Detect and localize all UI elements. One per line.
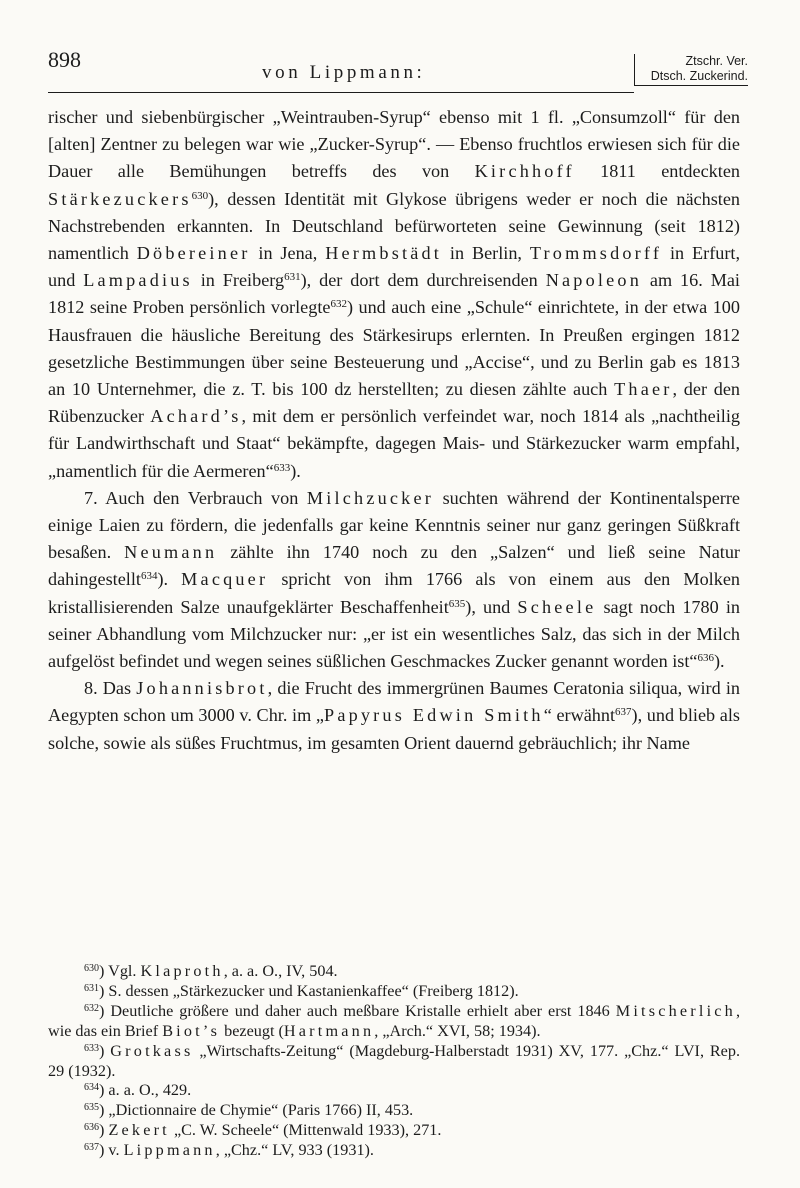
footnote-ref: 630 — [191, 189, 209, 202]
text-run: , der den Rübenzucker — [48, 379, 741, 427]
text-run: ), dessen Identität mit Glykose übrigens weder er noch die nächsten Nachstrebenden erkannten. In Deutschland befürworteten seine Gewinnung (seit 1812) namentlich — [48, 188, 740, 264]
text-run: ). — [290, 460, 301, 481]
footnote-text: ) v. — [99, 1141, 124, 1160]
footnote-ref: 631 — [284, 271, 301, 284]
person-name: Neumann — [124, 542, 218, 563]
footnote — [48, 1121, 740, 1141]
term: Johannisbrot — [136, 678, 268, 699]
footnote-number: 630 — [84, 963, 99, 974]
footnotes — [48, 962, 740, 1161]
footnote-text: ) — [99, 1121, 109, 1140]
footnote-text: , wie das ein Brief — [48, 1001, 740, 1040]
footnote-number: 631 — [84, 982, 99, 994]
footnote — [48, 1042, 740, 1082]
footnote-text: ) Vgl. — [99, 962, 141, 980]
footnote-ref: 632 — [330, 298, 347, 311]
footnote — [48, 962, 740, 982]
author-name: Klaproth — [140, 962, 224, 980]
text-run: in Berlin, — [442, 243, 530, 264]
author-name: Biot’s — [162, 1021, 221, 1040]
footnote-ref: 634 — [140, 570, 158, 583]
footnote-number: 636 — [84, 1122, 99, 1134]
text-run: ), und — [465, 596, 518, 617]
footnote-text: ) Deutliche größere und daher auch meßbare Kristalle erhielt aber erst 1846 — [99, 1001, 616, 1020]
footnote — [48, 1081, 740, 1101]
footnote-text: „C. W. Scheele“ (Mittenwald 1933), 271. — [169, 1121, 442, 1140]
footnote-text: bezeugt ( — [220, 1021, 284, 1040]
text-run: 8. Das — [84, 678, 137, 699]
person-name: Kirchhoff — [474, 161, 575, 182]
footnote — [48, 982, 740, 1002]
text-run: ), und blieb als solche, sowie als süßes Fruchtmus, im gesamten Orient dauernd gebräuchlich; ihr Name — [48, 705, 740, 753]
text-run: ), der dort dem durchreisenden — [300, 270, 546, 291]
footnote-text: ) a. a. O., 429. — [99, 1081, 192, 1100]
footnote-number: 632 — [84, 1002, 99, 1014]
footnote-text: ) — [99, 1041, 111, 1060]
header-rule — [48, 92, 634, 93]
footnote-ref: 637 — [615, 706, 632, 719]
text-run: suchten während der Kontinentalsperre einige Laien zu fördern, die jedenfalls gar keine Kenntnis seiner nur ganz geringen Süßkraft besaßen. — [48, 487, 740, 563]
text-run: sagt noch 1780 in seiner Abhandlung vom Milchzucker nur: „er ist ein wesentliches Salz, das sich in der Milch aufgelöst befindet und wegen seines süßlichen Geschmackes Zucker genannt worden ist“ — [48, 596, 740, 672]
person-name: Achard’s — [150, 406, 242, 427]
text-run: ) und auch eine „Schule“ einrichtete, in der etwa 100 Hausfrauen die häusliche Bereitung des Stärkesirups erlernten. In Preußen ergingen 1812 gesetzliche Bestimmungen über seine Besteuerung und „Accise“, und zu Berlin gab es 1813 an 10 Unternehmer, die z. T. bis 100 dz herstellten; zu diesen zählte auch — [48, 297, 740, 400]
person-name: Lampadius — [83, 270, 193, 291]
text-run: in Freiberg — [192, 270, 285, 291]
footnote — [48, 1101, 740, 1121]
footnote — [48, 1141, 740, 1161]
person-name: Trommsdorff — [529, 243, 663, 264]
journal-line-2: Dtsch. Zuckerind. — [650, 69, 748, 83]
footnote-number: 634 — [84, 1082, 99, 1094]
person-name: Hermbstädt — [325, 243, 443, 264]
paragraph — [48, 675, 740, 757]
term: Stärkezuckers — [48, 188, 192, 209]
text-run: spricht von ihm 1766 als von einem aus den Molken kristallisierenden Salze unaufgeklärter Beschaffenheit — [48, 569, 740, 617]
footnote-ref: 635 — [448, 597, 466, 610]
text-run: “ erwähnt — [543, 705, 616, 726]
footnote-ref: 636 — [697, 652, 714, 665]
author-name: Hartmann — [283, 1021, 375, 1040]
document-name: Papyrus Edwin Smith — [324, 705, 544, 726]
footnote — [48, 1002, 740, 1042]
running-title: von Lippmann: — [262, 62, 426, 83]
text-run: in Jena, — [250, 243, 326, 264]
journal-reference — [634, 54, 748, 86]
footnote-text: , a. a. O., IV, 504. — [223, 962, 338, 980]
text-run: in Erfurt, und — [48, 243, 741, 291]
author-name: Lippmann — [123, 1141, 216, 1160]
term: Milchzucker — [306, 487, 434, 508]
author-name: Grotkass — [110, 1041, 194, 1060]
body-text — [48, 104, 740, 757]
footnote-text: ) „Dictionnaire de Chymie“ (Paris 1766) II, 453. — [99, 1101, 414, 1120]
text-run: am 16. Mai 1812 seine Proben persönlich vorlegte — [48, 270, 740, 318]
author-name: Mitscherlich — [615, 1001, 736, 1020]
text-run: ). — [157, 569, 182, 590]
paragraph — [48, 485, 740, 675]
footnote-text: , „Arch.“ XVI, 58; 1934). — [374, 1021, 541, 1040]
text-run: , mit dem er persönlich verfeindet war, noch 1814 als „nachtheilig für Landwirthschaft und Staat“ bekämpfte, dagegen Mais- und Stärkezucker warm empfahl, „namentlich für die Aermeren“ — [48, 406, 740, 481]
text-run: rischer und siebenbürgischer „Weintrauben-Syrup“ ebenso mit 1 fl. „Consumzoll“ für den [alten] Zentner zu belegen war wie „Zucker-Syrup“. — Ebenso fruchtlos erwiesen sich für die Dauer alle Bemühungen betreffs des von — [48, 107, 740, 182]
text-run: ). — [713, 651, 725, 672]
footnote-number: 633 — [84, 1042, 99, 1054]
footnote-number: 635 — [84, 1102, 99, 1114]
person-name: Döbereiner — [136, 243, 251, 264]
footnote-text: , „Chz.“ LV, 933 (1931). — [215, 1141, 374, 1160]
person-name: Napoleon — [545, 270, 642, 291]
paragraph — [48, 104, 740, 485]
journal-line-1: Ztschr. Ver. — [685, 54, 748, 68]
text-run: , die Frucht des immergrünen Baumes Ceratonia siliqua, wird in Aegypten schon um 3000 v. Chr. im „ — [48, 678, 740, 726]
page-number: 898 — [48, 47, 81, 72]
text-run: zählte ihn 1740 noch zu den „Salzen“ und ließ seine Natur dahingestellt — [48, 542, 740, 590]
footnote-text: „Wirtschafts-Zeitung“ (Magdeburg-Halberstadt 1931) XV, 177. „Chz.“ LVI, Rep. 29 (1932). — [48, 1041, 741, 1080]
footnote-number: 637 — [84, 1142, 99, 1154]
text-run: 1811 entdeckten — [574, 161, 740, 182]
person-name: Thaer — [614, 379, 673, 400]
footnote-ref: 633 — [273, 461, 291, 474]
person-name: Macquer — [181, 569, 269, 590]
author-name: Zekert — [108, 1121, 170, 1140]
footnote-text: ) S. dessen „Stärkezucker und Kastanienkaffee“ (Freiberg 1812). — [99, 981, 519, 1000]
text-run: 7. Auch den Verbrauch von — [84, 487, 307, 508]
person-name: Scheele — [517, 596, 597, 617]
